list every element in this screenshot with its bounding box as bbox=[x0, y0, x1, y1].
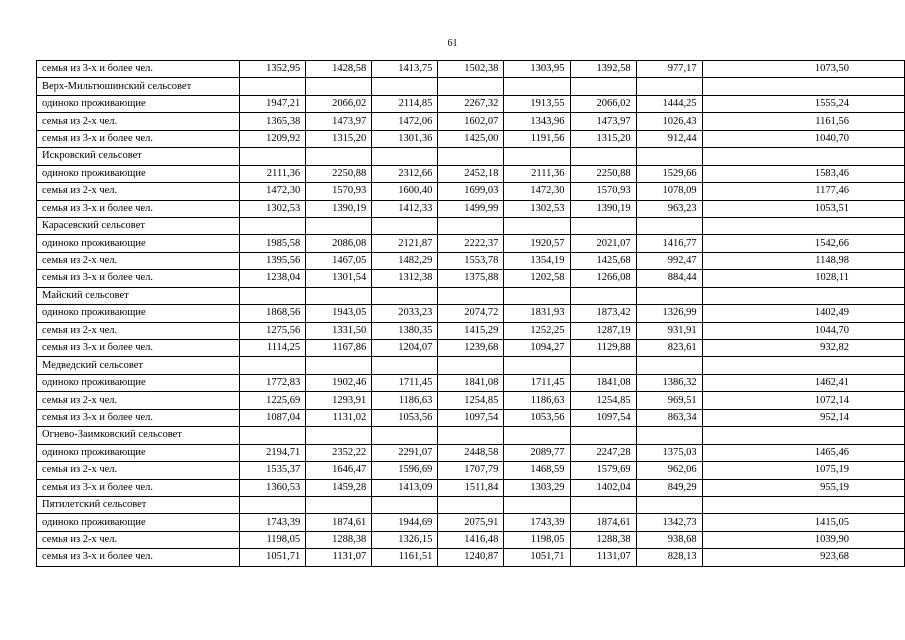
page-number: 61 bbox=[447, 38, 458, 49]
value-cell: 1985,58 bbox=[240, 235, 306, 252]
value-cell: 1275,56 bbox=[240, 322, 306, 339]
value-cell: 2352,22 bbox=[306, 444, 372, 461]
table-row bbox=[37, 374, 905, 391]
value-cell bbox=[504, 287, 570, 304]
value-cell: 1874,61 bbox=[306, 514, 372, 531]
value-cell: 1094,27 bbox=[504, 340, 570, 357]
value-cell: 1868,56 bbox=[240, 305, 306, 322]
value-cell: 1707,79 bbox=[438, 462, 504, 479]
value-cell: 2114,85 bbox=[372, 95, 438, 112]
value-cell: 932,82 bbox=[702, 340, 904, 357]
table-row bbox=[37, 252, 905, 269]
row-label: семья из 2-х чел. bbox=[37, 392, 240, 409]
value-cell: 2448,58 bbox=[438, 444, 504, 461]
row-label: одиноко проживающие bbox=[37, 374, 240, 391]
value-cell: 1131,07 bbox=[570, 549, 636, 566]
value-cell: 1302,53 bbox=[504, 200, 570, 217]
row-label: одиноко проживающие bbox=[37, 444, 240, 461]
group-header-row bbox=[37, 357, 905, 374]
value-cell: 2247,28 bbox=[570, 444, 636, 461]
value-cell: 1315,20 bbox=[570, 130, 636, 147]
value-cell: 1360,53 bbox=[240, 479, 306, 496]
value-cell: 1943,05 bbox=[306, 305, 372, 322]
value-cell bbox=[372, 496, 438, 513]
value-cell: 1075,19 bbox=[702, 462, 904, 479]
table-row bbox=[37, 130, 905, 147]
value-cell: 1392,58 bbox=[570, 61, 636, 78]
value-cell: 1646,47 bbox=[306, 462, 372, 479]
value-cell: 1053,56 bbox=[504, 409, 570, 426]
value-cell: 1743,39 bbox=[504, 514, 570, 531]
value-cell: 977,17 bbox=[636, 61, 702, 78]
value-cell bbox=[702, 148, 904, 165]
value-cell bbox=[636, 427, 702, 444]
group-header-row bbox=[37, 427, 905, 444]
value-cell: 2222,37 bbox=[438, 235, 504, 252]
value-cell: 1287,19 bbox=[570, 322, 636, 339]
value-cell: 938,68 bbox=[636, 531, 702, 548]
row-label: одиноко проживающие bbox=[37, 305, 240, 322]
value-cell: 1326,15 bbox=[372, 531, 438, 548]
table-row bbox=[37, 61, 905, 78]
value-cell: 1148,98 bbox=[702, 252, 904, 269]
row-label: семья из 2-х чел. bbox=[37, 113, 240, 130]
value-cell: 1386,32 bbox=[636, 374, 702, 391]
value-cell: 1502,38 bbox=[438, 61, 504, 78]
group-label: Искровский сельсовет bbox=[37, 148, 240, 165]
value-cell: 1380,35 bbox=[372, 322, 438, 339]
value-cell: 1114,25 bbox=[240, 340, 306, 357]
value-cell: 1482,29 bbox=[372, 252, 438, 269]
value-cell: 1415,05 bbox=[702, 514, 904, 531]
value-cell bbox=[636, 217, 702, 234]
row-label: семья из 3-х и более чел. bbox=[37, 340, 240, 357]
value-cell: 2033,23 bbox=[372, 305, 438, 322]
group-header-row bbox=[37, 78, 905, 95]
value-cell bbox=[372, 217, 438, 234]
value-cell: 2291,07 bbox=[372, 444, 438, 461]
row-label: семья из 3-х и более чел. bbox=[37, 200, 240, 217]
value-cell: 1301,36 bbox=[372, 130, 438, 147]
value-cell: 1553,78 bbox=[438, 252, 504, 269]
value-cell: 1499,99 bbox=[438, 200, 504, 217]
value-cell: 1167,86 bbox=[306, 340, 372, 357]
value-cell bbox=[570, 148, 636, 165]
value-cell: 1087,04 bbox=[240, 409, 306, 426]
value-cell: 863,34 bbox=[636, 409, 702, 426]
value-cell: 1699,03 bbox=[438, 183, 504, 200]
value-cell: 1462,41 bbox=[702, 374, 904, 391]
value-cell: 2250,88 bbox=[306, 165, 372, 182]
value-cell: 884,44 bbox=[636, 270, 702, 287]
row-label: одиноко проживающие bbox=[37, 235, 240, 252]
value-cell bbox=[438, 217, 504, 234]
value-cell: 1402,04 bbox=[570, 479, 636, 496]
group-header-row bbox=[37, 148, 905, 165]
value-cell bbox=[636, 148, 702, 165]
value-cell: 1841,08 bbox=[438, 374, 504, 391]
value-cell bbox=[306, 357, 372, 374]
table-row bbox=[37, 531, 905, 548]
value-cell: 849,29 bbox=[636, 479, 702, 496]
value-cell bbox=[570, 427, 636, 444]
value-cell: 1555,24 bbox=[702, 95, 904, 112]
value-cell bbox=[372, 148, 438, 165]
value-cell: 1288,38 bbox=[306, 531, 372, 548]
value-cell: 1161,56 bbox=[702, 113, 904, 130]
value-cell bbox=[372, 357, 438, 374]
group-header-row bbox=[37, 217, 905, 234]
value-cell: 1390,19 bbox=[570, 200, 636, 217]
value-cell bbox=[702, 217, 904, 234]
value-cell: 1254,85 bbox=[570, 392, 636, 409]
value-cell: 1413,75 bbox=[372, 61, 438, 78]
value-cell: 1225,69 bbox=[240, 392, 306, 409]
value-cell: 1425,00 bbox=[438, 130, 504, 147]
row-label: семья из 3-х и более чел. bbox=[37, 409, 240, 426]
value-cell: 1465,46 bbox=[702, 444, 904, 461]
value-cell: 1600,40 bbox=[372, 183, 438, 200]
row-label: семья из 3-х и более чел. bbox=[37, 61, 240, 78]
value-cell bbox=[636, 357, 702, 374]
value-cell bbox=[636, 287, 702, 304]
value-cell bbox=[570, 496, 636, 513]
value-cell: 1326,99 bbox=[636, 305, 702, 322]
value-cell: 1204,07 bbox=[372, 340, 438, 357]
value-cell: 1342,73 bbox=[636, 514, 702, 531]
table-row bbox=[37, 235, 905, 252]
value-cell bbox=[702, 357, 904, 374]
group-label: Карасевский сельсовет bbox=[37, 217, 240, 234]
value-cell: 1209,92 bbox=[240, 130, 306, 147]
value-cell: 1053,56 bbox=[372, 409, 438, 426]
value-cell: 823,61 bbox=[636, 340, 702, 357]
value-cell: 1161,51 bbox=[372, 549, 438, 566]
value-cell: 1473,97 bbox=[306, 113, 372, 130]
value-cell: 1583,46 bbox=[702, 165, 904, 182]
value-cell: 1202,58 bbox=[504, 270, 570, 287]
value-cell: 1711,45 bbox=[372, 374, 438, 391]
value-cell: 1570,93 bbox=[570, 183, 636, 200]
value-cell: 1711,45 bbox=[504, 374, 570, 391]
value-cell: 969,51 bbox=[636, 392, 702, 409]
table-row bbox=[37, 270, 905, 287]
value-cell: 1354,19 bbox=[504, 252, 570, 269]
value-cell: 2111,36 bbox=[240, 165, 306, 182]
value-cell bbox=[240, 148, 306, 165]
value-cell: 1570,93 bbox=[306, 183, 372, 200]
value-cell bbox=[372, 287, 438, 304]
value-cell: 1097,54 bbox=[438, 409, 504, 426]
value-cell bbox=[504, 78, 570, 95]
value-cell bbox=[504, 148, 570, 165]
table-row bbox=[37, 409, 905, 426]
table-row bbox=[37, 200, 905, 217]
value-cell bbox=[438, 496, 504, 513]
value-cell: 1511,84 bbox=[438, 479, 504, 496]
value-cell: 1240,87 bbox=[438, 549, 504, 566]
value-cell bbox=[702, 496, 904, 513]
row-label: семья из 3-х и более чел. bbox=[37, 479, 240, 496]
table-row bbox=[37, 444, 905, 461]
tariff-table bbox=[36, 60, 905, 567]
value-cell: 1343,96 bbox=[504, 113, 570, 130]
table-row bbox=[37, 95, 905, 112]
value-cell: 1365,38 bbox=[240, 113, 306, 130]
value-cell: 1913,55 bbox=[504, 95, 570, 112]
value-cell: 1743,39 bbox=[240, 514, 306, 531]
value-cell: 1040,70 bbox=[702, 130, 904, 147]
row-label: одиноко проживающие bbox=[37, 95, 240, 112]
table-row bbox=[37, 305, 905, 322]
value-cell: 1375,88 bbox=[438, 270, 504, 287]
value-cell: 1873,42 bbox=[570, 305, 636, 322]
value-cell: 1191,56 bbox=[504, 130, 570, 147]
value-cell bbox=[372, 78, 438, 95]
value-cell: 1078,09 bbox=[636, 183, 702, 200]
value-cell: 2021,07 bbox=[570, 235, 636, 252]
value-cell: 2074,72 bbox=[438, 305, 504, 322]
value-cell bbox=[240, 78, 306, 95]
value-cell bbox=[438, 427, 504, 444]
value-cell bbox=[636, 78, 702, 95]
value-cell bbox=[570, 357, 636, 374]
value-cell bbox=[240, 357, 306, 374]
value-cell: 1177,46 bbox=[702, 183, 904, 200]
value-cell bbox=[504, 217, 570, 234]
value-cell: 2250,88 bbox=[570, 165, 636, 182]
value-cell bbox=[306, 148, 372, 165]
value-cell: 912,44 bbox=[636, 130, 702, 147]
value-cell bbox=[306, 287, 372, 304]
value-cell: 923,68 bbox=[702, 549, 904, 566]
value-cell bbox=[570, 217, 636, 234]
value-cell: 1390,19 bbox=[306, 200, 372, 217]
value-cell: 1312,38 bbox=[372, 270, 438, 287]
table-row bbox=[37, 113, 905, 130]
value-cell: 1902,46 bbox=[306, 374, 372, 391]
value-cell bbox=[702, 78, 904, 95]
group-label: Майский сельсовет bbox=[37, 287, 240, 304]
value-cell: 2075,91 bbox=[438, 514, 504, 531]
value-cell bbox=[504, 427, 570, 444]
value-cell: 1416,48 bbox=[438, 531, 504, 548]
value-cell: 1039,90 bbox=[702, 531, 904, 548]
value-cell: 955,19 bbox=[702, 479, 904, 496]
value-cell: 2086,08 bbox=[306, 235, 372, 252]
row-label: семья из 3-х и более чел. bbox=[37, 270, 240, 287]
value-cell: 952,14 bbox=[702, 409, 904, 426]
row-label: семья из 2-х чел. bbox=[37, 183, 240, 200]
value-cell: 1472,06 bbox=[372, 113, 438, 130]
value-cell: 1468,59 bbox=[504, 462, 570, 479]
value-cell: 1238,04 bbox=[240, 270, 306, 287]
value-cell: 2111,36 bbox=[504, 165, 570, 182]
value-cell: 1028,11 bbox=[702, 270, 904, 287]
value-cell: 828,13 bbox=[636, 549, 702, 566]
value-cell: 1097,54 bbox=[570, 409, 636, 426]
value-cell: 1129,88 bbox=[570, 340, 636, 357]
value-cell: 1402,49 bbox=[702, 305, 904, 322]
value-cell: 1239,68 bbox=[438, 340, 504, 357]
value-cell: 1602,07 bbox=[438, 113, 504, 130]
value-cell: 1331,50 bbox=[306, 322, 372, 339]
value-cell: 2312,66 bbox=[372, 165, 438, 182]
value-cell: 931,91 bbox=[636, 322, 702, 339]
row-label: семья из 3-х и более чел. bbox=[37, 549, 240, 566]
value-cell bbox=[372, 427, 438, 444]
value-cell: 1051,71 bbox=[240, 549, 306, 566]
value-cell: 1395,56 bbox=[240, 252, 306, 269]
value-cell: 1529,66 bbox=[636, 165, 702, 182]
value-cell: 963,23 bbox=[636, 200, 702, 217]
value-cell: 1428,58 bbox=[306, 61, 372, 78]
value-cell: 2066,02 bbox=[306, 95, 372, 112]
value-cell bbox=[504, 496, 570, 513]
value-cell: 1841,08 bbox=[570, 374, 636, 391]
value-cell: 1302,53 bbox=[240, 200, 306, 217]
table-body bbox=[37, 61, 905, 567]
value-cell: 2089,77 bbox=[504, 444, 570, 461]
group-label: Верх-Мильтюшинский сельсовет bbox=[37, 78, 240, 95]
value-cell bbox=[240, 287, 306, 304]
value-cell bbox=[504, 357, 570, 374]
value-cell: 1425,68 bbox=[570, 252, 636, 269]
row-label: семья из 3-х и более чел. bbox=[37, 130, 240, 147]
value-cell: 1266,08 bbox=[570, 270, 636, 287]
row-label: семья из 2-х чел. bbox=[37, 322, 240, 339]
value-cell: 1412,33 bbox=[372, 200, 438, 217]
group-header-row bbox=[37, 496, 905, 513]
value-cell bbox=[240, 427, 306, 444]
value-cell bbox=[306, 427, 372, 444]
value-cell: 1542,66 bbox=[702, 235, 904, 252]
value-cell: 1472,30 bbox=[240, 183, 306, 200]
group-label: Медведский сельсовет bbox=[37, 357, 240, 374]
value-cell: 1920,57 bbox=[504, 235, 570, 252]
value-cell: 1186,63 bbox=[372, 392, 438, 409]
value-cell: 1413,09 bbox=[372, 479, 438, 496]
value-cell bbox=[570, 78, 636, 95]
value-cell: 1303,95 bbox=[504, 61, 570, 78]
value-cell: 2194,71 bbox=[240, 444, 306, 461]
table-row bbox=[37, 165, 905, 182]
value-cell: 1535,37 bbox=[240, 462, 306, 479]
value-cell bbox=[570, 287, 636, 304]
value-cell: 1416,77 bbox=[636, 235, 702, 252]
value-cell: 2121,87 bbox=[372, 235, 438, 252]
row-label: одиноко проживающие bbox=[37, 165, 240, 182]
value-cell: 1944,69 bbox=[372, 514, 438, 531]
value-cell: 1293,91 bbox=[306, 392, 372, 409]
value-cell: 1415,29 bbox=[438, 322, 504, 339]
row-label: семья из 2-х чел. bbox=[37, 252, 240, 269]
table-row bbox=[37, 183, 905, 200]
value-cell: 1044,70 bbox=[702, 322, 904, 339]
value-cell: 1073,50 bbox=[702, 61, 904, 78]
table-row bbox=[37, 549, 905, 566]
value-cell bbox=[240, 217, 306, 234]
value-cell bbox=[438, 78, 504, 95]
value-cell: 1352,95 bbox=[240, 61, 306, 78]
value-cell bbox=[306, 217, 372, 234]
value-cell bbox=[438, 148, 504, 165]
value-cell: 1288,38 bbox=[570, 531, 636, 548]
table-row bbox=[37, 392, 905, 409]
value-cell: 1198,05 bbox=[240, 531, 306, 548]
value-cell bbox=[702, 287, 904, 304]
value-cell: 1467,05 bbox=[306, 252, 372, 269]
value-cell: 1473,97 bbox=[570, 113, 636, 130]
value-cell: 2066,02 bbox=[570, 95, 636, 112]
value-cell: 1198,05 bbox=[504, 531, 570, 548]
table-row bbox=[37, 479, 905, 496]
value-cell: 1596,69 bbox=[372, 462, 438, 479]
value-cell: 1579,69 bbox=[570, 462, 636, 479]
value-cell: 1303,29 bbox=[504, 479, 570, 496]
row-label: семья из 2-х чел. bbox=[37, 531, 240, 548]
value-cell: 1772,83 bbox=[240, 374, 306, 391]
value-cell bbox=[702, 427, 904, 444]
value-cell: 1026,43 bbox=[636, 113, 702, 130]
value-cell: 962,06 bbox=[636, 462, 702, 479]
value-cell: 1444,25 bbox=[636, 95, 702, 112]
value-cell: 2267,32 bbox=[438, 95, 504, 112]
value-cell: 1315,20 bbox=[306, 130, 372, 147]
value-cell bbox=[306, 78, 372, 95]
value-cell: 1131,07 bbox=[306, 549, 372, 566]
group-header-row bbox=[37, 287, 905, 304]
group-label: Огнево-Заимковский сельсовет bbox=[37, 427, 240, 444]
value-cell: 1375,03 bbox=[636, 444, 702, 461]
row-label: семья из 2-х чел. bbox=[37, 462, 240, 479]
value-cell: 1252,25 bbox=[504, 322, 570, 339]
table-row bbox=[37, 322, 905, 339]
value-cell bbox=[438, 287, 504, 304]
value-cell: 2452,18 bbox=[438, 165, 504, 182]
value-cell: 1053,51 bbox=[702, 200, 904, 217]
table-row bbox=[37, 462, 905, 479]
value-cell: 1831,93 bbox=[504, 305, 570, 322]
table-row bbox=[37, 340, 905, 357]
value-cell: 1131,02 bbox=[306, 409, 372, 426]
value-cell: 1072,14 bbox=[702, 392, 904, 409]
value-cell bbox=[306, 496, 372, 513]
value-cell: 992,47 bbox=[636, 252, 702, 269]
value-cell: 1947,21 bbox=[240, 95, 306, 112]
table-row bbox=[37, 514, 905, 531]
value-cell: 1459,28 bbox=[306, 479, 372, 496]
row-label: одиноко проживающие bbox=[37, 514, 240, 531]
value-cell bbox=[636, 496, 702, 513]
value-cell: 1051,71 bbox=[504, 549, 570, 566]
value-cell: 1254,85 bbox=[438, 392, 504, 409]
value-cell bbox=[240, 496, 306, 513]
value-cell: 1301,54 bbox=[306, 270, 372, 287]
value-cell: 1874,61 bbox=[570, 514, 636, 531]
value-cell: 1186,63 bbox=[504, 392, 570, 409]
value-cell bbox=[438, 357, 504, 374]
value-cell: 1472,30 bbox=[504, 183, 570, 200]
group-label: Пятилетский сельсовет bbox=[37, 496, 240, 513]
